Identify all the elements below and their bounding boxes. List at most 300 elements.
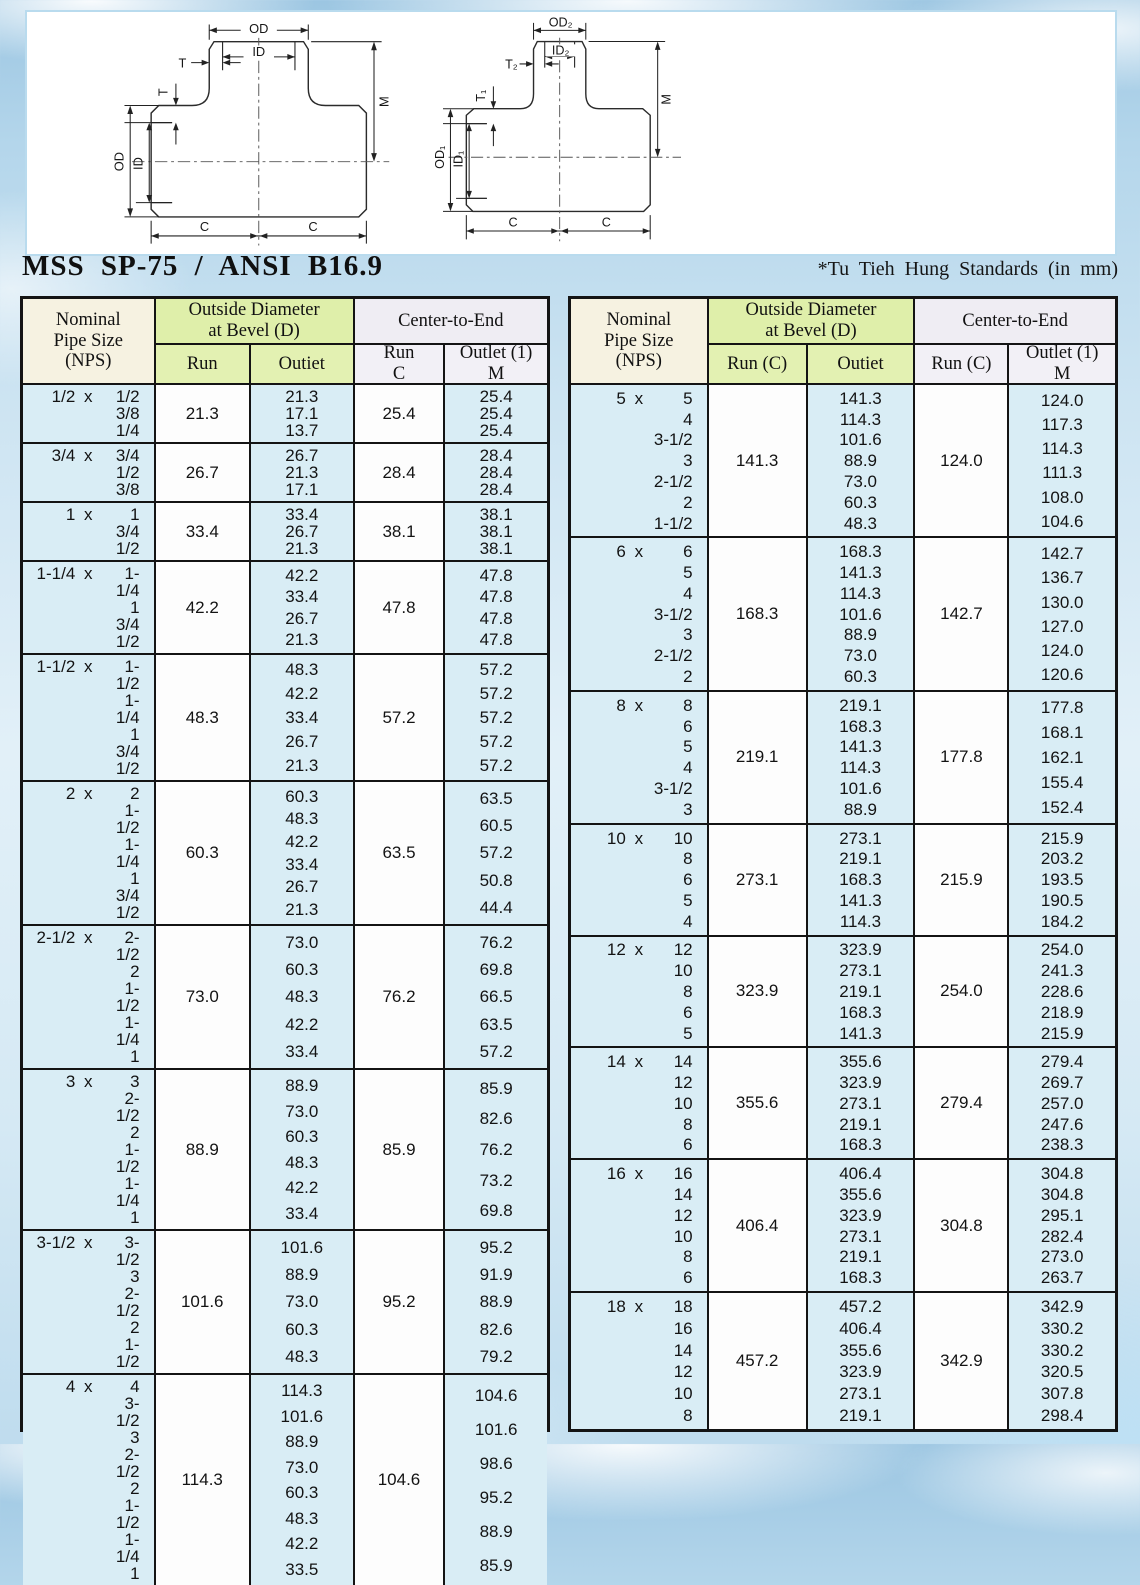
nps-line bbox=[23, 523, 154, 540]
header-outlet: Outiet bbox=[808, 345, 916, 383]
nps-cell bbox=[23, 926, 156, 1068]
run-od-cell bbox=[709, 538, 808, 689]
run-od-cell bbox=[709, 1293, 808, 1429]
value-line: 26.7 bbox=[285, 522, 319, 541]
value-line: 60.5 bbox=[479, 816, 513, 836]
outlet-size: 12 bbox=[673, 1362, 693, 1382]
run-size: 1/2 bbox=[51, 387, 76, 406]
value-line: 273.1 bbox=[839, 961, 882, 981]
nps-cell bbox=[571, 1048, 709, 1158]
x-separator bbox=[75, 1429, 101, 1446]
outlet-size: 10 bbox=[673, 1226, 693, 1246]
value-line: 190.5 bbox=[1040, 890, 1084, 910]
outlet-m-stack bbox=[445, 655, 547, 780]
outlet-size: 6 bbox=[683, 1002, 693, 1022]
outlet-size: 3/4 bbox=[115, 742, 140, 761]
value-line: 33.4 bbox=[285, 854, 319, 874]
value-line: 38.1 bbox=[479, 539, 513, 558]
dim-label-id1-left: ID₁ bbox=[451, 150, 466, 168]
size-group-4 bbox=[23, 1373, 547, 1585]
x-separator bbox=[626, 1320, 652, 1337]
outlet-size: 1/4 bbox=[115, 421, 140, 440]
value-line: 219.1 bbox=[839, 1405, 882, 1425]
value-line: 60.3 bbox=[285, 1483, 319, 1503]
run-size bbox=[571, 1269, 626, 1286]
nps-line bbox=[23, 1124, 154, 1141]
x-separator: x bbox=[84, 928, 93, 947]
nps-line bbox=[23, 1497, 154, 1531]
x-separator bbox=[75, 481, 101, 498]
nps-stack bbox=[23, 385, 154, 442]
x-separator bbox=[75, 1175, 101, 1209]
x-separator: x bbox=[84, 1233, 93, 1252]
x-separator bbox=[626, 452, 652, 469]
outlet-size: 2-1/2 bbox=[653, 472, 693, 492]
dim-label-od-top: OD bbox=[249, 21, 269, 37]
outlet-size: 1/2 bbox=[115, 387, 140, 406]
title-row bbox=[22, 252, 1118, 281]
nps-line bbox=[23, 1285, 154, 1319]
outlet-size: 2-1/2 bbox=[115, 1445, 140, 1481]
nps-line bbox=[23, 1141, 154, 1175]
value-line: 406.4 bbox=[839, 1164, 882, 1184]
nps-line bbox=[571, 1207, 707, 1224]
x-separator bbox=[75, 1090, 101, 1124]
run-size bbox=[23, 599, 75, 616]
outlet-m-stack bbox=[445, 926, 547, 1068]
x-separator bbox=[626, 668, 652, 685]
value-line: 60.3 bbox=[843, 492, 878, 512]
value-line: 48.3 bbox=[285, 987, 319, 1007]
outlet-size: 3 bbox=[130, 1072, 140, 1091]
x-separator bbox=[626, 780, 652, 797]
outlet-m-cell bbox=[1009, 385, 1115, 536]
outlet-size: 2-1/2 bbox=[115, 1089, 140, 1125]
outlet-m-cell bbox=[445, 444, 547, 501]
run-size bbox=[571, 1342, 626, 1359]
outlet-m-cell bbox=[1009, 692, 1115, 823]
outlet-size: 12 bbox=[673, 1073, 693, 1093]
value-line: 168.3 bbox=[839, 1002, 882, 1022]
run-size bbox=[571, 452, 626, 469]
x-separator bbox=[626, 1004, 652, 1021]
value-line: 136.7 bbox=[1040, 568, 1084, 588]
run-size bbox=[23, 616, 75, 633]
header-nps: Nominal Pipe Size (NPS) bbox=[571, 299, 709, 383]
x-separator bbox=[75, 1319, 101, 1336]
outlet-size: 1 bbox=[130, 1208, 140, 1227]
outlet-size: 6 bbox=[683, 542, 693, 562]
nps-line bbox=[23, 1531, 154, 1565]
nps-line bbox=[23, 447, 154, 464]
x-separator: x bbox=[84, 1072, 93, 1091]
run-size: 2-1/2 bbox=[36, 928, 76, 947]
value-line: 42.2 bbox=[285, 1534, 319, 1554]
value-line: 120.6 bbox=[1040, 665, 1084, 685]
x-separator: x bbox=[634, 940, 644, 960]
value-line: 69.8 bbox=[479, 960, 513, 980]
x-separator bbox=[75, 904, 101, 921]
run-od-value: 88.9 bbox=[185, 1139, 219, 1159]
run-c-value: 342.9 bbox=[940, 1351, 983, 1371]
value-line: 114.3 bbox=[839, 583, 882, 603]
value-line: 33.4 bbox=[285, 707, 319, 727]
outlet-size: 1 bbox=[130, 598, 140, 617]
dim-label-t1-left: T₁ bbox=[474, 89, 488, 102]
nps-cell bbox=[23, 655, 156, 780]
outlet-m-stack bbox=[1009, 825, 1115, 935]
outlet-od-cell bbox=[808, 1048, 916, 1158]
nps-line bbox=[571, 983, 707, 1000]
nps-line bbox=[23, 1175, 154, 1209]
run-c-value: 104.6 bbox=[377, 1470, 421, 1489]
value-line: 184.2 bbox=[1040, 911, 1084, 931]
outlet-size: 2 bbox=[130, 784, 140, 803]
run-od-cell bbox=[156, 562, 251, 653]
outlet-size: 16 bbox=[673, 1319, 693, 1339]
outlet-size: 4 bbox=[683, 758, 693, 778]
run-size bbox=[23, 1395, 75, 1429]
nps-line bbox=[23, 1378, 154, 1395]
nps-line bbox=[571, 718, 707, 735]
value-line: 21.3 bbox=[285, 463, 319, 482]
x-separator bbox=[75, 760, 101, 777]
outlet-size: 2 bbox=[683, 492, 693, 512]
value-line: 57.2 bbox=[479, 755, 513, 775]
run-c-value: 28.4 bbox=[382, 462, 416, 482]
value-line: 60.3 bbox=[285, 960, 319, 980]
dim-label-c-right: C bbox=[601, 215, 611, 230]
outlet-od-stack bbox=[251, 385, 353, 442]
outlet-size: 16 bbox=[673, 1164, 693, 1184]
value-line: 101.6 bbox=[839, 778, 882, 798]
outlet-od-cell bbox=[808, 937, 916, 1047]
dimension-table-right bbox=[568, 296, 1118, 1432]
nps-line bbox=[23, 540, 154, 557]
value-line: 342.9 bbox=[1040, 1297, 1084, 1317]
outlet-m-stack bbox=[445, 1231, 547, 1373]
nps-line bbox=[23, 1565, 154, 1582]
value-line: 108.0 bbox=[1040, 487, 1084, 507]
run-size bbox=[571, 738, 626, 755]
run-size: 14 bbox=[606, 1052, 626, 1072]
x-separator: x bbox=[634, 828, 644, 848]
value-line: 26.7 bbox=[285, 877, 319, 897]
x-separator bbox=[75, 1014, 101, 1048]
value-line: 44.4 bbox=[479, 897, 513, 917]
value-line: 25.4 bbox=[479, 421, 513, 440]
value-line: 273.1 bbox=[839, 1383, 882, 1403]
x-separator bbox=[75, 726, 101, 743]
x-separator bbox=[626, 626, 652, 643]
nps-stack bbox=[23, 655, 154, 780]
nps-line bbox=[571, 452, 707, 469]
outlet-od-stack bbox=[808, 1293, 914, 1429]
run-size: 5 bbox=[616, 388, 626, 408]
outlet-od-cell bbox=[251, 1375, 355, 1585]
value-line: 28.4 bbox=[479, 480, 513, 499]
value-line: 66.5 bbox=[479, 987, 513, 1007]
nps-line bbox=[23, 633, 154, 650]
x-separator bbox=[75, 887, 101, 904]
run-od-cell bbox=[156, 1070, 251, 1229]
nps-stack bbox=[23, 562, 154, 653]
x-separator bbox=[75, 692, 101, 726]
outlet-size: 3 bbox=[130, 1267, 140, 1286]
nps-stack bbox=[571, 825, 707, 935]
run-size bbox=[571, 1407, 626, 1424]
run-od-cell bbox=[709, 1048, 808, 1158]
value-line: 33.4 bbox=[285, 1203, 319, 1223]
value-line: 101.6 bbox=[839, 430, 882, 450]
run-od-value: 219.1 bbox=[735, 747, 779, 767]
nps-line bbox=[571, 801, 707, 818]
value-line: 257.0 bbox=[1040, 1093, 1084, 1113]
value-line: 238.3 bbox=[1040, 1135, 1084, 1155]
value-line: 57.2 bbox=[479, 684, 513, 704]
size-group-1-1-4 bbox=[23, 560, 547, 653]
run-c-value: 95.2 bbox=[382, 1292, 416, 1311]
header-outlet-m: Outlet (1) M bbox=[1009, 345, 1115, 383]
value-line: 127.0 bbox=[1040, 616, 1084, 636]
x-separator bbox=[75, 405, 101, 422]
outlet-size: 2-1/2 bbox=[115, 1284, 140, 1320]
value-line: 28.4 bbox=[479, 463, 513, 482]
header-run-c: Run (C) bbox=[915, 345, 1009, 383]
nps-line bbox=[23, 836, 154, 870]
header-center-to-end: Center-to-End bbox=[915, 299, 1115, 345]
x-separator: x bbox=[84, 564, 93, 583]
table-body bbox=[571, 385, 1115, 1429]
nps-cell bbox=[23, 1375, 156, 1585]
value-line: 142.7 bbox=[1040, 544, 1084, 564]
nps-line bbox=[571, 1136, 707, 1153]
nps-stack bbox=[571, 538, 707, 689]
nps-line bbox=[571, 585, 707, 602]
run-size bbox=[23, 464, 75, 481]
outlet-size: 3 bbox=[683, 451, 693, 471]
value-line: 42.2 bbox=[285, 1178, 319, 1198]
outlet-size: 3-1/2 bbox=[115, 1233, 140, 1269]
run-c-cell bbox=[915, 937, 1009, 1047]
run-c-value: 25.4 bbox=[382, 403, 416, 423]
header-center-to-end: Center-to-End bbox=[355, 299, 547, 345]
run-c-cell bbox=[355, 782, 446, 924]
value-line: 82.6 bbox=[479, 1109, 513, 1129]
x-separator: x bbox=[634, 1297, 644, 1317]
outlet-size: 5 bbox=[683, 563, 693, 583]
run-size bbox=[23, 1090, 75, 1124]
outlet-size: 6 bbox=[683, 716, 693, 736]
run-c-cell bbox=[355, 655, 446, 780]
outlet-size: 1 bbox=[130, 1564, 140, 1583]
run-size bbox=[571, 431, 626, 448]
table-header bbox=[23, 299, 547, 385]
nps-line bbox=[23, 760, 154, 777]
outlet-od-cell bbox=[808, 692, 916, 823]
run-size bbox=[23, 481, 75, 498]
nps-line bbox=[23, 802, 154, 836]
outlet-size: 1 bbox=[130, 869, 140, 888]
value-line: 219.1 bbox=[839, 695, 882, 715]
value-line: 355.6 bbox=[839, 1340, 882, 1360]
value-line: 60.3 bbox=[285, 1127, 319, 1147]
value-line: 273.1 bbox=[839, 828, 882, 848]
outlet-size: 5 bbox=[683, 737, 693, 757]
run-size bbox=[23, 1014, 75, 1048]
value-line: 323.9 bbox=[839, 1362, 882, 1382]
value-line: 21.3 bbox=[285, 629, 319, 649]
x-separator: x bbox=[84, 1377, 93, 1396]
nps-line bbox=[23, 1234, 154, 1268]
size-group-1-2 bbox=[23, 385, 547, 442]
run-c-cell bbox=[355, 926, 446, 1068]
value-line: 76.2 bbox=[479, 1139, 513, 1159]
outlet-size: 1-1/4 bbox=[115, 1530, 140, 1566]
nps-stack bbox=[571, 937, 707, 1047]
run-c-value: 124.0 bbox=[940, 450, 983, 470]
run-size bbox=[23, 904, 75, 921]
value-line: 85.9 bbox=[479, 1555, 513, 1575]
run-size bbox=[571, 1025, 626, 1042]
run-size bbox=[571, 1385, 626, 1402]
value-line: 73.0 bbox=[843, 646, 878, 666]
x-separator: x bbox=[84, 446, 93, 465]
x-separator bbox=[75, 1268, 101, 1285]
x-separator: x bbox=[634, 388, 644, 408]
x-separator bbox=[626, 801, 652, 818]
value-line: 47.8 bbox=[479, 587, 513, 607]
nps-line bbox=[571, 431, 707, 448]
outlet-od-stack bbox=[808, 1048, 914, 1158]
dim-label-id-top: ID bbox=[252, 43, 266, 59]
nps-line bbox=[571, 871, 707, 888]
value-line: 38.1 bbox=[479, 522, 513, 541]
header-outside-diameter: Outside Diameter at Bevel (D) bbox=[156, 299, 355, 345]
nps-line bbox=[571, 962, 707, 979]
nps-cell bbox=[23, 562, 156, 653]
nps-line bbox=[23, 743, 154, 760]
nps-cell bbox=[571, 825, 709, 935]
outlet-m-stack bbox=[1009, 538, 1115, 689]
run-size bbox=[23, 1285, 75, 1319]
value-line: 60.3 bbox=[285, 786, 319, 806]
value-line: 104.6 bbox=[474, 1385, 518, 1405]
run-size bbox=[571, 647, 626, 664]
value-line: 114.3 bbox=[281, 1381, 323, 1401]
value-line: 111.3 bbox=[1042, 463, 1083, 483]
value-line: 21.3 bbox=[285, 755, 319, 775]
x-separator bbox=[626, 411, 652, 428]
value-line: 47.8 bbox=[479, 566, 513, 586]
value-line: 241.3 bbox=[1040, 961, 1084, 981]
size-group-1-1-2 bbox=[23, 653, 547, 780]
x-separator: x bbox=[634, 1164, 644, 1184]
run-od-value: 73.0 bbox=[185, 987, 219, 1006]
x-separator bbox=[626, 913, 652, 930]
run-size bbox=[23, 870, 75, 887]
value-line: 114.3 bbox=[839, 911, 882, 931]
value-line: 57.2 bbox=[479, 1041, 513, 1061]
outlet-size: 12 bbox=[673, 1205, 693, 1225]
value-line: 33.4 bbox=[285, 1041, 319, 1061]
outlet-size: 5 bbox=[683, 1023, 693, 1043]
outlet-size: 1-1/4 bbox=[115, 691, 140, 727]
run-size bbox=[571, 494, 626, 511]
x-separator bbox=[626, 564, 652, 581]
run-od-value: 355.6 bbox=[735, 1093, 779, 1113]
outlet-size: 2 bbox=[130, 1479, 140, 1498]
run-od-value: 26.7 bbox=[185, 462, 219, 482]
run-c-value: 254.0 bbox=[940, 981, 983, 1001]
outlet-size: 1-1/2 bbox=[115, 1140, 140, 1176]
x-separator bbox=[626, 871, 652, 888]
x-separator bbox=[626, 892, 652, 909]
run-size bbox=[23, 1531, 75, 1565]
outlet-m-stack bbox=[1009, 692, 1115, 823]
value-line: 73.0 bbox=[285, 933, 319, 953]
run-size: 1 bbox=[65, 505, 76, 524]
x-separator bbox=[75, 870, 101, 887]
value-line: 155.4 bbox=[1040, 772, 1084, 792]
nps-line bbox=[23, 658, 154, 692]
outlet-size: 1 bbox=[130, 1047, 140, 1066]
outlet-size: 14 bbox=[673, 1340, 693, 1360]
x-separator bbox=[626, 1074, 652, 1091]
outlet-size: 4 bbox=[683, 911, 693, 931]
value-line: 152.4 bbox=[1040, 797, 1084, 817]
value-line: 47.8 bbox=[479, 629, 513, 649]
header-outlet: Outiet bbox=[251, 345, 355, 383]
run-size bbox=[571, 1207, 626, 1224]
outlet-size: 3/4 bbox=[115, 615, 140, 634]
dimension-tables bbox=[20, 296, 1118, 1583]
run-size bbox=[23, 1048, 75, 1065]
run-size: 18 bbox=[606, 1297, 626, 1317]
value-line: 330.2 bbox=[1040, 1319, 1084, 1339]
x-separator bbox=[75, 980, 101, 1014]
value-line: 57.2 bbox=[479, 707, 513, 727]
run-c-cell bbox=[355, 444, 446, 501]
x-separator bbox=[75, 1497, 101, 1531]
dim-label-od1-left: OD₁ bbox=[432, 145, 447, 169]
dim-label-t-left: T bbox=[155, 88, 171, 97]
run-size bbox=[23, 743, 75, 760]
nps-line bbox=[571, 543, 707, 560]
nps-line bbox=[571, 1165, 707, 1182]
value-line: 273.0 bbox=[1040, 1247, 1084, 1267]
value-line: 193.5 bbox=[1040, 870, 1084, 890]
value-line: 162.1 bbox=[1040, 747, 1084, 767]
value-line: 42.2 bbox=[285, 1014, 319, 1034]
value-line: 269.7 bbox=[1040, 1073, 1084, 1093]
header-run-c: Run C bbox=[355, 345, 446, 383]
nps-line bbox=[23, 980, 154, 1014]
run-size bbox=[23, 836, 75, 870]
nps-stack bbox=[23, 782, 154, 924]
dim-label-m: M bbox=[376, 96, 392, 108]
value-line: 101.6 bbox=[474, 1419, 518, 1439]
x-separator bbox=[75, 464, 101, 481]
value-line: 26.7 bbox=[285, 446, 319, 465]
outlet-size: 5 bbox=[683, 388, 693, 408]
run-size bbox=[571, 962, 626, 979]
nps-line bbox=[23, 1073, 154, 1090]
outlet-size: 8 bbox=[683, 981, 693, 1001]
nps-line bbox=[571, 1407, 707, 1424]
outlet-m-cell bbox=[1009, 1293, 1115, 1429]
x-separator bbox=[626, 983, 652, 1000]
